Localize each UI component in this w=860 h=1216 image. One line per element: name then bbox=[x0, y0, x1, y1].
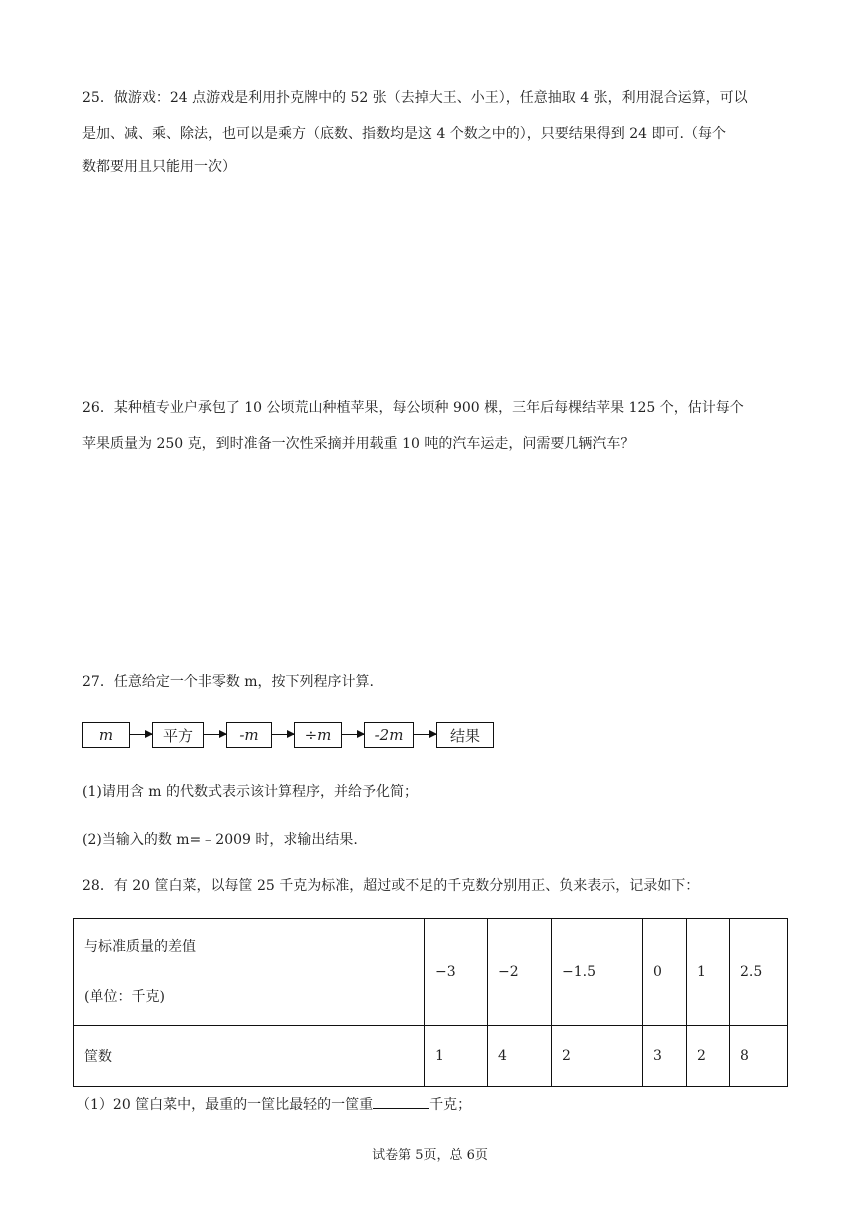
table-row-count bbox=[74, 1026, 788, 1087]
table-cell: 0 bbox=[643, 919, 687, 1026]
row-header-difference: 与标准质量的差值 (单位：千克) bbox=[74, 919, 425, 1026]
q28-stem: 28．有 20 筐白菜，以每筐 25 千克为标准，超过或不足的千克数分别用正、负来表示，记录如下： bbox=[82, 878, 700, 894]
table-cell: −1.5 bbox=[552, 919, 643, 1026]
q27-stem: 27．任意给定一个非零数 m，按下列程序计算. bbox=[82, 674, 374, 690]
flow-box-result: 结果 bbox=[436, 722, 494, 748]
table-cell: 1 bbox=[687, 919, 730, 1026]
table-cell: 8 bbox=[730, 1026, 788, 1087]
flow-arrow-icon bbox=[414, 734, 436, 735]
table-cell: −2 bbox=[488, 919, 552, 1026]
program-flowchart bbox=[82, 722, 502, 750]
q25-line-1: 25．做游戏：24 点游戏是利用扑克牌中的 52 张（去掉大王、小王），任意抽取 4 张，利用混合运算，可以 bbox=[82, 90, 748, 106]
table-cell: 2.5 bbox=[730, 919, 788, 1026]
answer-blank[interactable] bbox=[373, 1094, 429, 1109]
table-cell: 4 bbox=[488, 1026, 552, 1087]
flow-arrow-icon bbox=[130, 734, 152, 735]
flow-arrow-icon bbox=[272, 734, 294, 735]
record-table bbox=[73, 918, 788, 1087]
flow-box-input: m bbox=[82, 722, 130, 748]
q26-line-1: 26．某种植专业户承包了 10 公顷荒山种植苹果，每公顷种 900 棵，三年后每棵结苹果 125 个，估计每个 bbox=[82, 400, 744, 416]
q27-part-2: (2)当输入的数 m=﹣2009 时，求输出结果. bbox=[82, 832, 358, 848]
q26-line-2: 苹果质量为 250 克，到时准备一次性采摘并用载重 10 吨的汽车运走，问需要几辆汽车？ bbox=[82, 436, 635, 452]
q25-line-3: 数都要用且只能用一次） bbox=[82, 159, 236, 175]
flow-arrow-icon bbox=[204, 734, 226, 735]
flow-box-minus-2m: -2m bbox=[364, 722, 414, 748]
flow-box-divide-m: ÷m bbox=[294, 722, 342, 748]
table-cell: 2 bbox=[552, 1026, 643, 1087]
row-header-count: 筐数 bbox=[74, 1026, 425, 1087]
table-row-difference bbox=[74, 919, 788, 1026]
page-footer: 试卷第 5页，总 6页 bbox=[372, 1148, 488, 1163]
q27-part-1: (1)请用含 m 的代数式表示该计算程序，并给予化简； bbox=[82, 784, 419, 800]
flow-box-minus-m: -m bbox=[226, 722, 272, 748]
q28-part-1: （1）20 筐白菜中，最重的一筐比最轻的一筐重 千克； bbox=[76, 1094, 471, 1115]
q25-line-2: 是加、减、乘、除法，也可以是乘方（底数、指数均是这 4 个数之中的），只要结果得到 24 即可.（每个 bbox=[82, 126, 726, 142]
table-cell: 1 bbox=[425, 1026, 488, 1087]
table-cell: −3 bbox=[425, 919, 488, 1026]
table-cell: 2 bbox=[687, 1026, 730, 1087]
table-cell: 3 bbox=[643, 1026, 687, 1087]
flow-box-square: 平方 bbox=[152, 722, 204, 748]
flow-arrow-icon bbox=[342, 734, 364, 735]
